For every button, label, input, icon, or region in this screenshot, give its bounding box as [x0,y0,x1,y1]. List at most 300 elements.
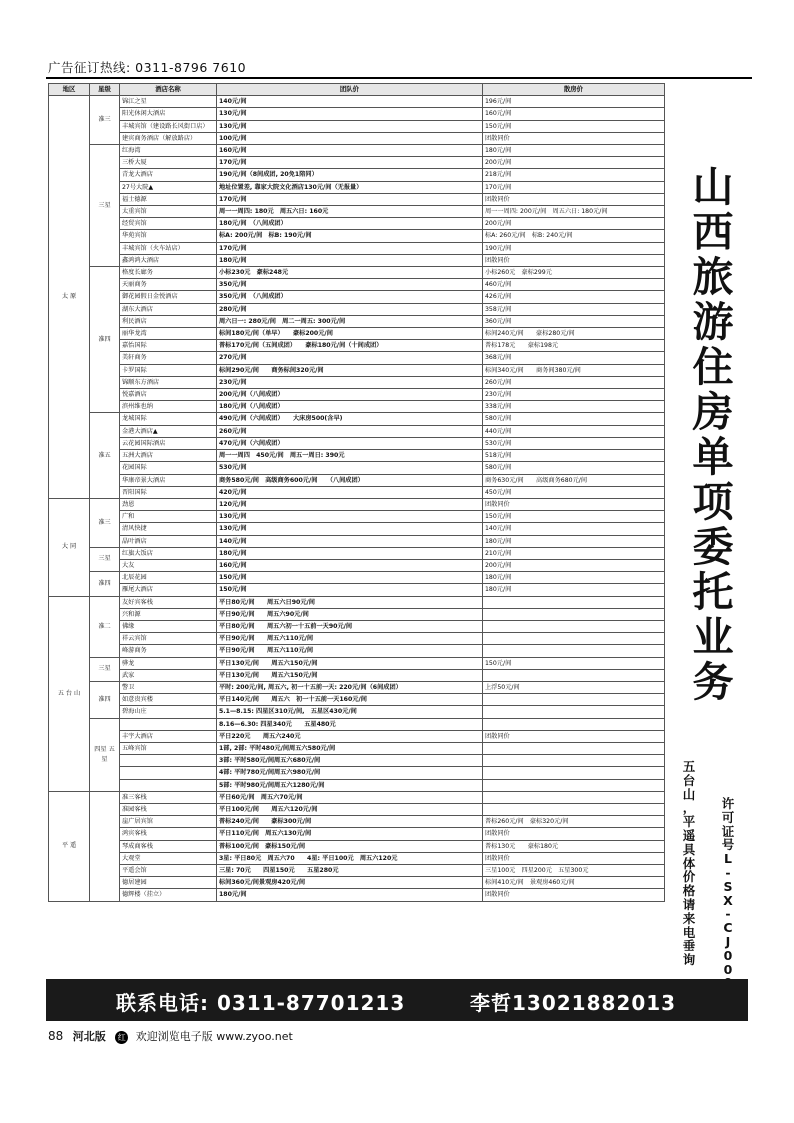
table-row [49,328,665,340]
table-row [49,706,665,718]
group-price-cell: 130元/间 [217,108,483,120]
group-price-cell: 530元/间 [217,462,483,474]
group-price-cell: 3星: 平日80元 周五六70 4星: 平日100元 周五六120元 [217,852,483,864]
retail-price-cell: 426元/间 [483,291,665,303]
region-cell: 五 台 山 [49,596,90,791]
hotel-name-cell [120,767,217,779]
retail-price-cell: 团散同价 [483,254,665,266]
retail-price-cell [483,645,665,657]
table-header-cell: 团队价 [217,84,483,96]
group-price-cell: 260元/间 [217,425,483,437]
retail-price-cell: 358元/间 [483,303,665,315]
table-row [49,279,665,291]
vertical-char: 游 [692,298,734,346]
hotel-name-cell: 清风快捷 [120,523,217,535]
retail-price-cell: 180元/间 [483,572,665,584]
group-price-cell: 120元/间 [217,498,483,510]
group-price-cell: 200元/间（八间成团） [217,389,483,401]
hotel-name-cell [120,755,217,767]
vertical-char: 询 [682,952,696,968]
retail-price-cell: 180元/间 [483,145,665,157]
vertical-char: C [723,920,733,936]
hotel-name-cell: 天丽商务 [120,279,217,291]
vertical-char: 务 [692,658,734,706]
table-row [49,828,665,840]
hotel-name-cell: 鑫鸿鸿大酒店 [120,254,217,266]
group-price-cell: 140元/间 [217,96,483,108]
vertical-char: 证 [721,823,735,839]
vertical-char: 请 [682,896,696,912]
table-row [49,852,665,864]
table-row [49,669,665,681]
star-cell: 三星 [90,145,120,267]
table-row [49,437,665,449]
retail-price-cell: 普标178元 豪标198元 [483,340,665,352]
table-row [49,193,665,205]
region-cell: 平 遥 [49,791,90,901]
group-price-cell: 平日130元/间 周五六150元/间 [217,669,483,681]
group-price-cell: 230元/间 [217,376,483,388]
hotel-name-cell [120,779,217,791]
retail-price-cell: 标间340元/间 商务间380元/间 [483,364,665,376]
table-row [49,450,665,462]
vertical-char: J [725,933,731,949]
hotel-name-cell: 嘉怡国际 [120,340,217,352]
group-price-cell: 平日220元 周五六240元 [217,730,483,742]
hotel-name-cell: 花园国际 [120,462,217,474]
retail-price-cell [483,803,665,815]
vertical-note-consult [681,760,697,967]
group-price-cell: 周一一周四: 180元 周五六日: 160元 [217,206,483,218]
retail-price-cell [483,669,665,681]
star-cell: 准五 [90,413,120,498]
group-price-cell: 标间290元/间 商务标间320元/间 [217,364,483,376]
star-cell: 准四 [90,572,120,596]
retail-price-cell: 普标130元 豪标180元 [483,840,665,852]
hotel-name-cell: 阳光休闲大酒店 [120,108,217,120]
table-row [49,254,665,266]
retail-price-cell: 338元/间 [483,401,665,413]
table-header-cell: 地区 [49,84,90,96]
group-price-cell: 470元/间（六间成团） [217,437,483,449]
contact-person: 李哲13021882013 [470,991,677,1015]
hotel-name-cell: 祥云宾馆 [120,633,217,645]
group-price-cell: 平日90元/间 周五六90元/间 [217,608,483,620]
star-cell: 准二 [90,596,120,657]
table-row [49,584,665,596]
table-row [49,340,665,352]
group-price-cell: 180元/间（八间成团） [217,401,483,413]
hotel-name-cell: 红海湾 [120,145,217,157]
vertical-char: 号 [721,837,735,853]
table-row [49,303,665,315]
retail-price-cell [483,755,665,767]
hotel-name-cell: 鸿宾客栈 [120,828,217,840]
table-row [49,352,665,364]
hotel-name-cell: 晶叶酒店 [120,535,217,547]
table-row [49,535,665,547]
retail-price-cell [483,779,665,791]
group-price-cell: 170元/间 [217,242,483,254]
hotel-name-cell [120,718,217,730]
hotel-name-cell: 大友 [120,559,217,571]
group-price-cell: 170元/间 [217,157,483,169]
hotel-name-cell: 骅龙 [120,657,217,669]
group-price-cell: 160元/间 [217,145,483,157]
vertical-char: 可 [721,809,735,825]
table-row [49,559,665,571]
retail-price-cell: 190元/间 [483,242,665,254]
vertical-char: 业 [692,613,734,661]
group-price-cell: 平日140元/间 周五六 初一十五前一天160元/间 [217,694,483,706]
table-row [49,803,665,815]
region-cell: 太 原 [49,96,90,499]
table-row [49,633,665,645]
group-price-cell: 350元/间 [217,279,483,291]
table-row [49,681,665,693]
vertical-char: 山 [682,786,696,802]
hotel-name-cell: 格度长廊务 [120,267,217,279]
hotel-name-cell: 经贸宾馆 [120,218,217,230]
table-row [49,96,665,108]
star-cell: 三星 [90,657,120,681]
retail-price-cell: 230元/间 [483,389,665,401]
group-price-cell: 130元/间 [217,120,483,132]
hotel-name-cell: 准三客栈 [120,791,217,803]
table-row [49,840,665,852]
hotel-name-cell: 准园客栈 [120,803,217,815]
table-row [49,389,665,401]
table-row [49,108,665,120]
hotel-name-cell: 金港大酒店▲ [120,425,217,437]
table-row [49,620,665,632]
group-price-cell: 100元/间 [217,132,483,144]
retail-price-cell [483,608,665,620]
vertical-char: 单 [692,433,734,481]
vertical-char: - [725,864,731,880]
vertical-char: S [723,878,733,894]
retail-price-cell: 160元/间 [483,108,665,120]
vertical-title [688,165,738,705]
vertical-char: ， [682,800,696,816]
hotel-name-cell: 红旗大饭店 [120,547,217,559]
hotel-name-cell: 利民酒店 [120,315,217,327]
group-price-cell: 平日110元/间 周五六130元/间 [217,828,483,840]
table-row [49,242,665,254]
table-row [49,755,665,767]
website-text: 欢迎浏览电子版 www.zyoo.net [135,1030,293,1043]
table-row [49,596,665,608]
table-row [49,230,665,242]
table-row [49,364,665,376]
retail-price-cell [483,694,665,706]
table-row [49,730,665,742]
hotel-name-cell: 丰城宾馆（火车站店） [120,242,217,254]
hotel-name-cell: 丰宇大酒店 [120,730,217,742]
contact-phone: 联系电话: 0311-87701213 [116,991,406,1015]
retail-price-cell: 580元/间 [483,462,665,474]
hotel-name-cell: 丽华龙湾 [120,328,217,340]
retail-price-cell: 小标260元 豪标299元 [483,267,665,279]
group-price-cell: 130元/间 [217,523,483,535]
hotel-name-cell: 五峰宾馆 [120,742,217,754]
table-row [49,877,665,889]
hotel-name-cell: 武家 [120,669,217,681]
group-price-cell: 普标100元/间 豪标150元/间 [217,840,483,852]
table-header-cell: 酒店名称 [120,84,217,96]
group-price-cell: 150元/间 [217,572,483,584]
group-price-cell: 3部: 平时580元/间周五六680元/间 [217,755,483,767]
vertical-char: 0 [723,947,733,963]
vertical-char: 价 [682,869,696,885]
hotel-name-cell: 友好宾客栈 [120,596,217,608]
group-price-cell: 130元/间 [217,511,483,523]
vertical-char: 来 [682,910,696,926]
table-row [49,742,665,754]
retail-price-cell: 标间240元/间 豪标280元/间 [483,328,665,340]
retail-price-cell: 150元/间 [483,657,665,669]
table-row [49,694,665,706]
group-price-cell: 280元/间 [217,303,483,315]
hotel-name-cell: 雁尾大酒店 [120,584,217,596]
table-row [49,718,665,730]
retail-price-cell: 团散同价 [483,852,665,864]
retail-price-cell [483,791,665,803]
vertical-char: 台 [682,772,696,788]
table-row [49,376,665,388]
table-row [49,572,665,584]
hotel-name-cell: 佛缘 [120,620,217,632]
retail-price-cell: 260元/间 [483,376,665,388]
group-price-cell: 5.1—8.15: 四星区310元/间, 五星区430元/间 [217,706,483,718]
table-header-row [49,84,665,96]
retail-price-cell: 360元/间 [483,315,665,327]
table-row [49,462,665,474]
hotel-name-cell: 如意贵宾楼 [120,694,217,706]
group-price-cell: 170元/间 [217,193,483,205]
retail-price-cell [483,718,665,730]
retail-price-cell: 180元/间 [483,535,665,547]
star-cell: 四星 五星 [90,718,120,791]
hotel-name-cell: 兴和源 [120,608,217,620]
table-row [49,169,665,181]
table-row [49,218,665,230]
vertical-char: 0 [723,961,733,977]
hotel-price-table [48,83,665,902]
hotel-name-cell: 湖东大酒店 [120,303,217,315]
retail-price-cell: 450元/间 [483,486,665,498]
table-row [49,132,665,144]
hotel-name-cell: 御花园假日金悦酒店 [120,291,217,303]
retail-price-cell: 商务630元/间 高级商务680元/间 [483,474,665,486]
hotel-name-cell: 五洲大酒店 [120,450,217,462]
hotel-name-cell: 晋阳国际 [120,486,217,498]
retail-price-cell: 团散同价 [483,193,665,205]
group-price-cell: 标间180元/间（单早） 豪标200元/间 [217,328,483,340]
hotel-name-cell: 三桥大厦 [120,157,217,169]
group-price-cell: 平日80元/间 周五六日90元/间 [217,596,483,608]
retail-price-cell: 团散同价 [483,132,665,144]
star-cell: 准四 [90,267,120,413]
retail-price-cell [483,633,665,645]
hotel-name-cell: 锦顺东方酒店 [120,376,217,388]
group-price-cell: 5部: 平时980元/间周五六1280元/间 [217,779,483,791]
star-cell: 准四 [90,681,120,718]
retail-price-cell: 200元/间 [483,157,665,169]
vertical-char: 电 [682,924,696,940]
table-row [49,486,665,498]
edition-label: 河北版 [72,1030,106,1043]
vertical-char: 委 [692,523,734,571]
star-cell: 三星 [90,547,120,571]
table-row [49,267,665,279]
retail-price-cell: 150元/间 [483,120,665,132]
page-number: 88 [48,1029,64,1043]
table-row [49,657,665,669]
top-rule [46,77,752,79]
page-footer [48,1028,293,1044]
table-row [49,547,665,559]
hotel-name-cell: 德辉楼（挂立） [120,889,217,901]
table-row [49,157,665,169]
table-row [49,608,665,620]
retail-price-cell: 368元/间 [483,352,665,364]
retail-price-cell: 200元/间 [483,218,665,230]
table-row [49,291,665,303]
table-header-cell: 散房价 [483,84,665,96]
retail-price-cell: 196元/间 [483,96,665,108]
hotel-name-cell: 崖广居宾馆 [120,816,217,828]
group-price-cell: 160元/间 [217,559,483,571]
table-row [49,779,665,791]
table-row [49,816,665,828]
hotel-name-cell: 云花园国际酒店 [120,437,217,449]
table-row [49,645,665,657]
group-price-cell: 150元/间 [217,584,483,596]
brand-logo-icon: 红 [115,1031,128,1044]
retail-price-cell [483,596,665,608]
table-row [49,767,665,779]
group-price-cell: 1部, 2部: 平时480元/间周五六580元/间 [217,742,483,754]
group-price-cell: 平日90元/间 周五六110元/间 [217,645,483,657]
retail-price-cell: 团散同价 [483,730,665,742]
group-price-cell: 350元/间 （八间成团） [217,291,483,303]
contact-banner [46,979,748,1021]
hotel-name-cell: 琴成商客栈 [120,840,217,852]
hotel-name-cell: 悦嘉酒店 [120,389,217,401]
table-row [49,181,665,193]
group-price-cell: 标间360元/间景观房420元/间 [217,877,483,889]
group-price-cell: 8.16—6.30: 四星340元 五星480元 [217,718,483,730]
table-row [49,498,665,510]
star-cell: 准三 [90,498,120,547]
group-price-cell: 平日130元/间 周五六150元/间 [217,657,483,669]
group-price-cell: 4部: 平时780元/间周五六980元/间 [217,767,483,779]
vertical-char: 旅 [692,253,734,301]
retail-price-cell: 218元/间 [483,169,665,181]
retail-price-cell: 170元/间 [483,181,665,193]
retail-price-cell: 580元/间 [483,413,665,425]
group-price-cell: 平日60元/间 周五六70元/间 [217,791,483,803]
hotel-name-cell: 华康帝景大酒店 [120,474,217,486]
retail-price-cell: 团散同价 [483,828,665,840]
vertical-char: 房 [692,388,734,436]
hotel-name-cell: 青龙大酒店 [120,169,217,181]
hotel-name-cell: 平遥会馆 [120,865,217,877]
hotel-name-cell: 福士德源 [120,193,217,205]
ad-hotline: 广告征订热线: 0311-8796 7610 [48,60,247,75]
retail-price-cell: 140元/间 [483,523,665,535]
table-header-cell: 星级 [90,84,120,96]
vertical-char: 住 [692,343,734,391]
group-price-cell: 周六日一: 280元/间 周二一周五: 300元/间 [217,315,483,327]
group-price-cell: 平日100元/间 周五六120元/间 [217,803,483,815]
retail-price-cell [483,742,665,754]
hotel-name-cell: 卡罗国际 [120,364,217,376]
retail-price-cell: 180元/间 [483,584,665,596]
hotel-name-cell: 27号大院▲ [120,181,217,193]
group-price-cell: 小标230元 豪标248元 [217,267,483,279]
vertical-char: 西 [692,208,734,256]
hotel-name-cell: 大观堂 [120,852,217,864]
star-cell [90,791,120,901]
retail-price-cell: 440元/间 [483,425,665,437]
group-price-cell: 普标170元/间（五间成团） 豪标180元/间（十间成团） [217,340,483,352]
vertical-char: 五 [682,759,696,774]
hotel-name-cell: 滨州维也纳 [120,401,217,413]
hotel-name-cell: 龙城国际 [120,413,217,425]
hotel-name-cell: 峰游商务 [120,645,217,657]
hotel-name-cell: 广和 [120,511,217,523]
retail-price-cell: 团散同价 [483,498,665,510]
hotel-name-cell: 锦江之星 [120,96,217,108]
retail-price-cell [483,706,665,718]
retail-price-cell: 530元/间 [483,437,665,449]
group-price-cell: 270元/间 [217,352,483,364]
table-row [49,315,665,327]
vertical-char: 托 [692,568,734,616]
hotel-name-cell: 建宾商务酒店（解放路店） [120,132,217,144]
group-price-cell: 140元/间 [217,535,483,547]
table-row [49,120,665,132]
region-cell: 大 同 [49,498,90,596]
vertical-char: 体 [682,855,696,871]
retail-price-cell: 标间410元/间 景观房460元/间 [483,877,665,889]
group-price-cell: 180元/间 （八间成团） [217,218,483,230]
table-row [49,523,665,535]
group-price-cell: 420元/间 [217,486,483,498]
retail-price-cell: 上浮50元/间 [483,681,665,693]
vertical-char: 垂 [682,938,696,954]
vertical-char: - [725,906,731,922]
hotel-name-cell: 华苑宾馆 [120,230,217,242]
table-row [49,206,665,218]
table-row [49,889,665,901]
vertical-char: 山 [692,163,734,211]
retail-price-cell: 三星100元 四星200元 五星300元 [483,865,665,877]
group-price-cell: 490元/间（六间成团） 大床房500(含早) [217,413,483,425]
hotel-name-cell: 北辰花园 [120,572,217,584]
hotel-name-cell: 丰城宾馆（建设路长风街口店） [120,120,217,132]
group-price-cell: 普标240元/间 豪标300元/间 [217,816,483,828]
retail-price-cell: 518元/间 [483,450,665,462]
retail-price-cell: 标A: 260元/间 标B: 240元/间 [483,230,665,242]
retail-price-cell: 210元/间 [483,547,665,559]
group-price-cell: 标A: 200元/间 标B: 190元/间 [217,230,483,242]
table-row [49,425,665,437]
vertical-char: 具 [682,841,696,857]
retail-price-cell: 周一一周四: 200元/间 周五六日: 180元/间 [483,206,665,218]
